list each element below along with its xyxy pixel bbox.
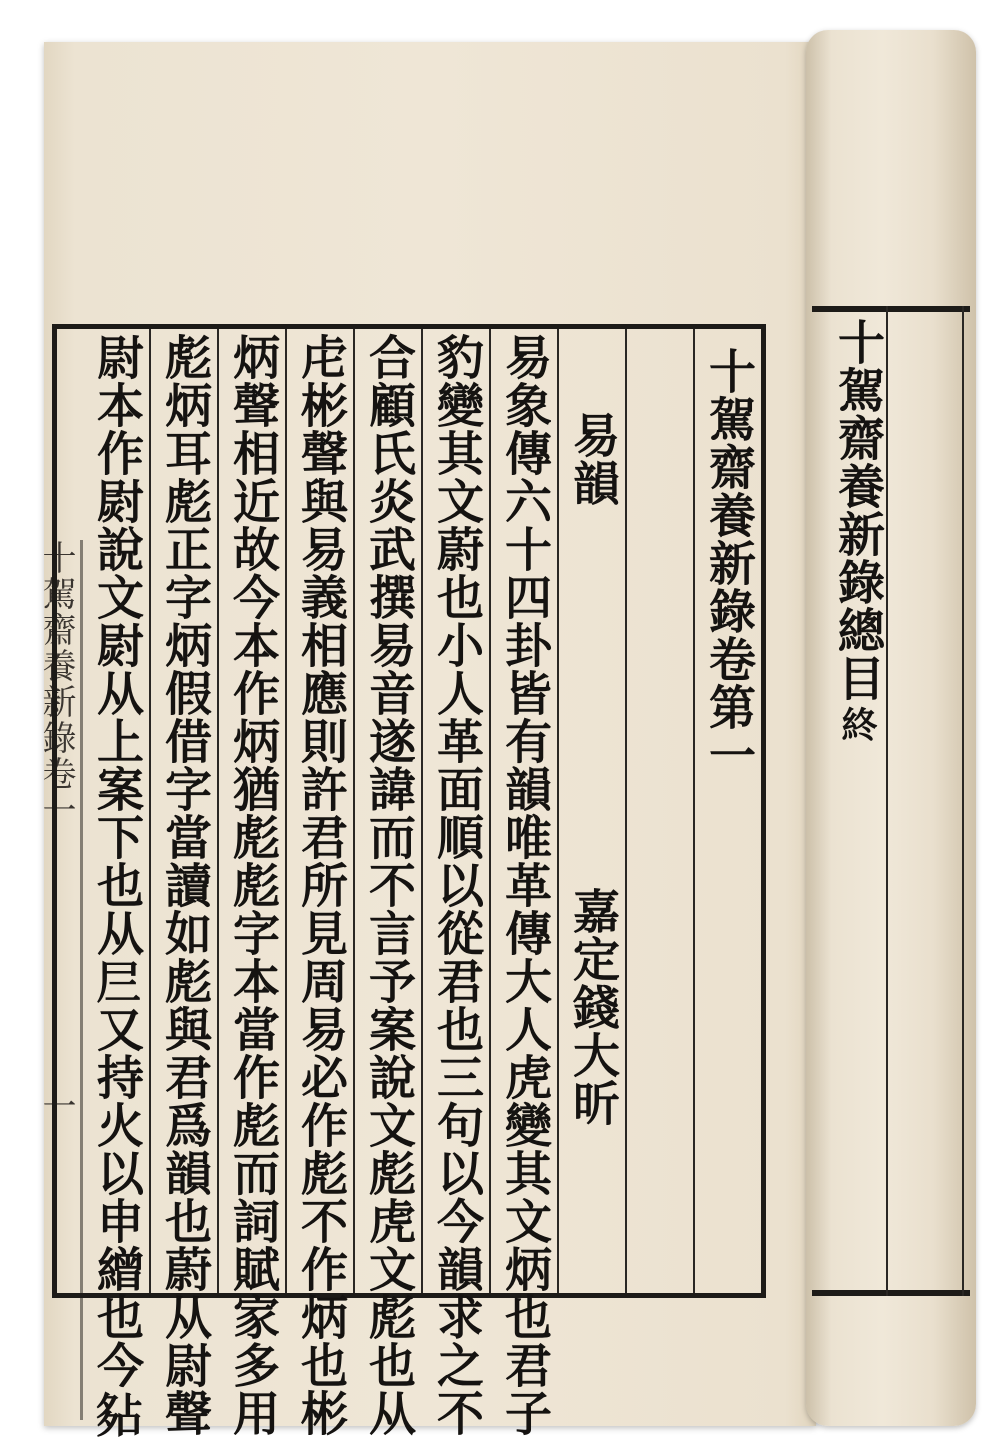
column-1 <box>697 329 759 1293</box>
column-rule <box>489 329 491 1293</box>
column-rule <box>285 329 287 1293</box>
contents-title-column <box>826 318 885 747</box>
text-column: 尉本作㷉說文㷉从上案下也从𡰥又持火以申繒也今𡖞 <box>89 333 144 1437</box>
margin-page-number: 一 <box>36 1088 76 1122</box>
column-rule <box>962 306 964 1296</box>
section-title: 易韻 <box>565 411 620 507</box>
column-5 <box>425 329 487 1437</box>
text-column: 合顧氏炎武撰易音遂諱而不言予案說文彪虎文彪也从 <box>361 333 416 1437</box>
column-rule <box>217 329 219 1293</box>
volume-title: 十駕齋養新錄卷第一 <box>701 347 756 779</box>
column-10 <box>85 329 147 1437</box>
column-rule <box>693 329 695 1293</box>
author-name: 嘉定錢大昕 <box>565 887 620 1127</box>
rolled-page-frame <box>812 306 970 1296</box>
frame-bottom-border <box>812 1290 970 1296</box>
column-3 <box>561 329 623 1293</box>
column-rule <box>353 329 355 1293</box>
text-column: 炳聲相近故今本作炳猶彪彪字本當作彪而詞賦家多用 <box>225 333 280 1437</box>
column-8 <box>221 329 283 1437</box>
margin-title: 十駕齋養新錄卷一 <box>36 540 76 828</box>
column-6 <box>357 329 419 1437</box>
column-9 <box>153 329 215 1437</box>
column-rule <box>421 329 423 1293</box>
text-column: 易象傳六十四卦皆有韻唯革傳大人虎變其文炳也君子 <box>497 333 552 1437</box>
text-column: 彪炳耳彪正字炳假借字當讀如彪與君爲韻也蔚从尉聲 <box>157 333 212 1437</box>
end-mark: 終 <box>836 706 878 743</box>
text-frame <box>52 324 766 1437</box>
column-4 <box>493 329 555 1437</box>
text-column: 虍彬聲與易義相應則許君所見周易必作彪不作炳也彬 <box>293 333 348 1437</box>
column-rule <box>557 329 559 1293</box>
column-rule <box>149 329 151 1293</box>
contents-title: 十駕齋養新錄總目 <box>830 318 885 702</box>
column-rule <box>625 329 627 1293</box>
frame-top-border <box>812 306 970 312</box>
text-column: 豹變其文蔚也小人革面順以從君也三句以今韻求之不 <box>429 333 484 1437</box>
column-7 <box>289 329 351 1437</box>
